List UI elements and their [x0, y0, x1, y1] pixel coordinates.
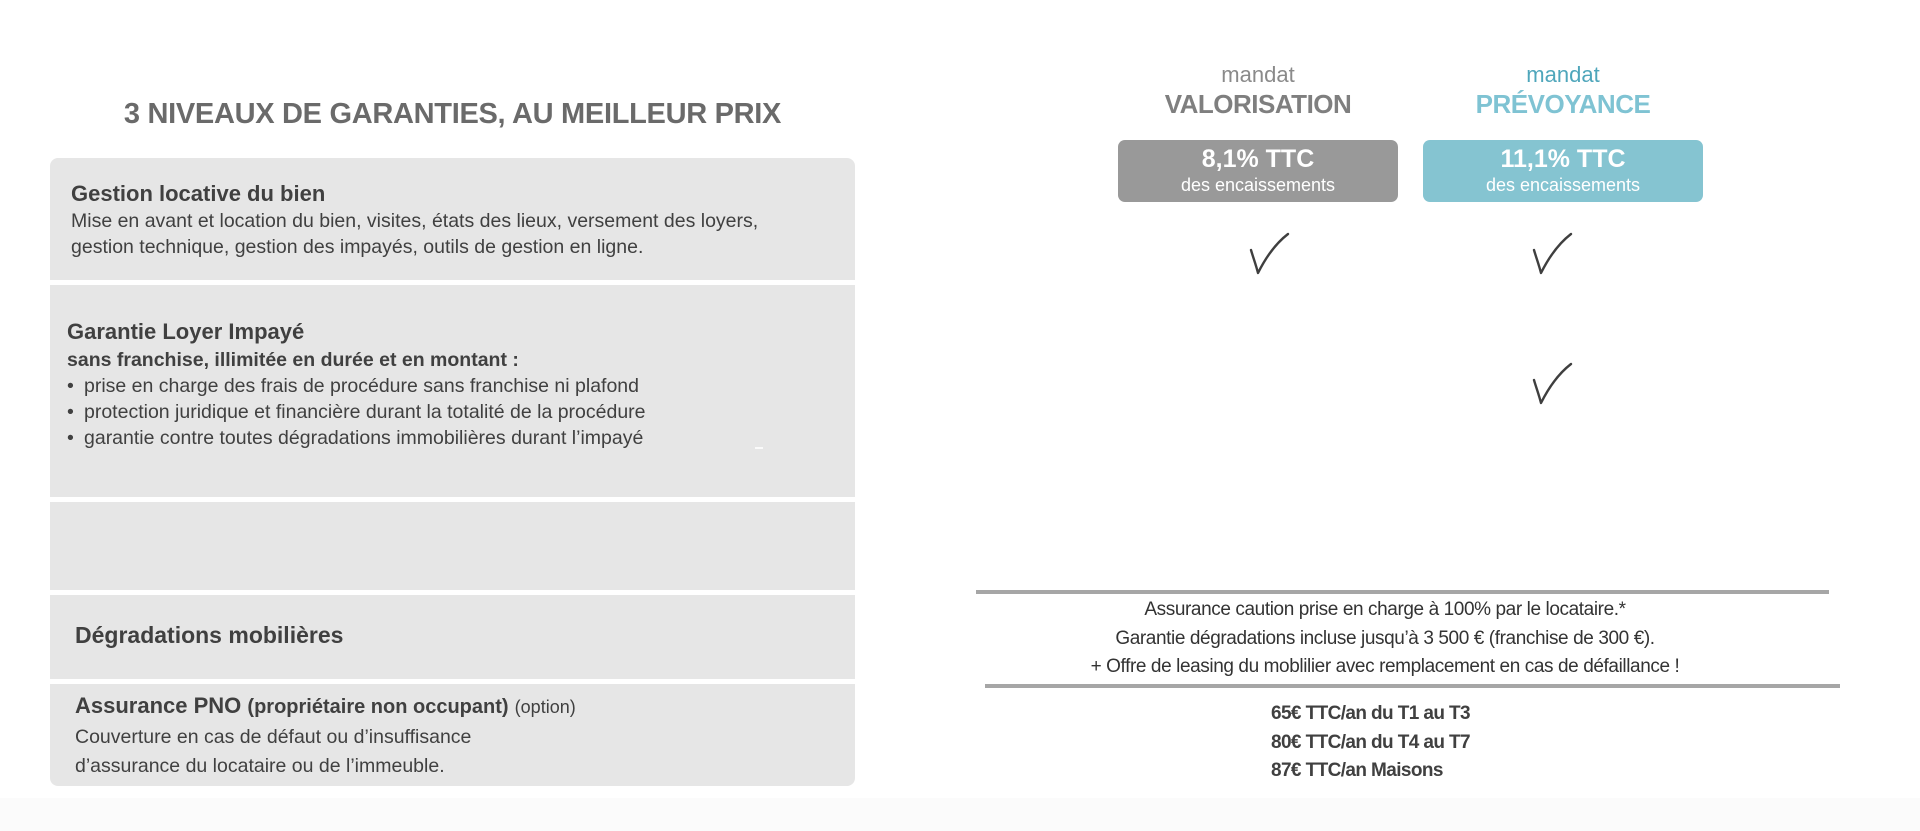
info-line3: + Offre de leasing du moblilier avec remplacement en cas de défaillance !	[1090, 656, 1680, 677]
bullet-icon: •	[67, 427, 74, 449]
divider-top	[976, 590, 1829, 594]
assurance-info	[980, 596, 1790, 682]
price-box-prevoyance	[1423, 140, 1703, 202]
divider-bottom	[985, 684, 1840, 688]
plan-label: mandat	[1526, 62, 1600, 87]
plan-name: VALORISATION	[1164, 89, 1352, 119]
info-line1: Assurance caution prise en charge à 100% par le locataire.*	[1144, 599, 1626, 620]
row-glu-subtitle: sans franchise, illimitée en durée et en montant :	[67, 349, 519, 371]
pno-price-line: 87€ TTC/an Maisons	[1271, 760, 1443, 781]
row-glu-title: Garantie Loyer Impayé	[67, 319, 305, 344]
tiny-mark	[755, 447, 763, 449]
price-box-valorisation	[1118, 140, 1398, 202]
row-pno-option: (option)	[514, 697, 576, 717]
check-icon	[1531, 360, 1575, 408]
row-gestion-desc-line2: gestion technique, gestion des impayés, outils de gestion en ligne.	[71, 236, 644, 258]
row-gestion-title: Gestion locative du bien	[71, 181, 326, 206]
plan-name: PRÉVOYANCE	[1475, 89, 1651, 119]
row-degradations-mobilieres	[50, 595, 855, 679]
row-degradations-title: Dégradations mobilières	[75, 622, 344, 648]
list-item	[67, 425, 855, 451]
bullet-text: garantie contre toutes dégradations immobilières durant l’impayé	[84, 427, 644, 449]
info-line2: Garantie dégradations incluse jusqu’à 3 500 € (franchise de 300 €).	[1115, 627, 1655, 649]
list-item	[67, 399, 855, 425]
check-icon	[1248, 230, 1292, 278]
list-item	[67, 373, 855, 399]
pno-price-line: 65€ TTC/an du T1 au T3	[1271, 703, 1471, 724]
price-subtitle: des encaissements	[1485, 175, 1641, 195]
bullet-icon: •	[67, 375, 74, 397]
bullet-text: prise en charge des frais de procédure sans franchise ni plafond	[84, 375, 639, 397]
plan-label: mandat	[1221, 62, 1295, 87]
row-assurance-pno	[50, 684, 855, 786]
page-title: 3 NIVEAUX DE GARANTIES, AU MEILLEUR PRIX	[123, 98, 782, 130]
row-empty	[50, 502, 855, 590]
plan-header-valorisation	[1118, 62, 1398, 120]
check-icon	[1531, 230, 1575, 278]
page-bottom-band	[0, 798, 1920, 831]
row-gestion-desc-line1: Mise en avant et location du bien, visites, états des lieux, versement des loyers,	[71, 210, 759, 232]
row-pno-title-line	[75, 692, 855, 721]
price-subtitle: des encaissements	[1180, 175, 1336, 195]
plan-header-prevoyance	[1423, 62, 1703, 120]
pno-price-line: 80€ TTC/an du T4 au T7	[1271, 731, 1471, 753]
pno-pricing-list	[1271, 700, 1470, 786]
row-pno-title: Assurance PNO	[75, 693, 242, 718]
row-pno-desc-line1: Couverture en cas de défaut ou d’insuffisance	[75, 726, 472, 748]
row-garantie-loyer-impaye	[50, 285, 855, 497]
row-glu-bullet-list	[67, 373, 855, 451]
bullet-text: protection juridique et financière durant la totalité de la procédure	[84, 401, 646, 423]
row-pno-desc-line2: d’assurance du locataire ou de l’immeuble.	[75, 755, 445, 777]
row-gestion-locative	[50, 158, 855, 280]
row-pno-subtitle: (propriétaire non occupant)	[247, 696, 509, 718]
price-value: 8,1% TTC	[1201, 145, 1315, 173]
price-value: 11,1% TTC	[1500, 145, 1626, 173]
bullet-icon: •	[67, 401, 74, 423]
